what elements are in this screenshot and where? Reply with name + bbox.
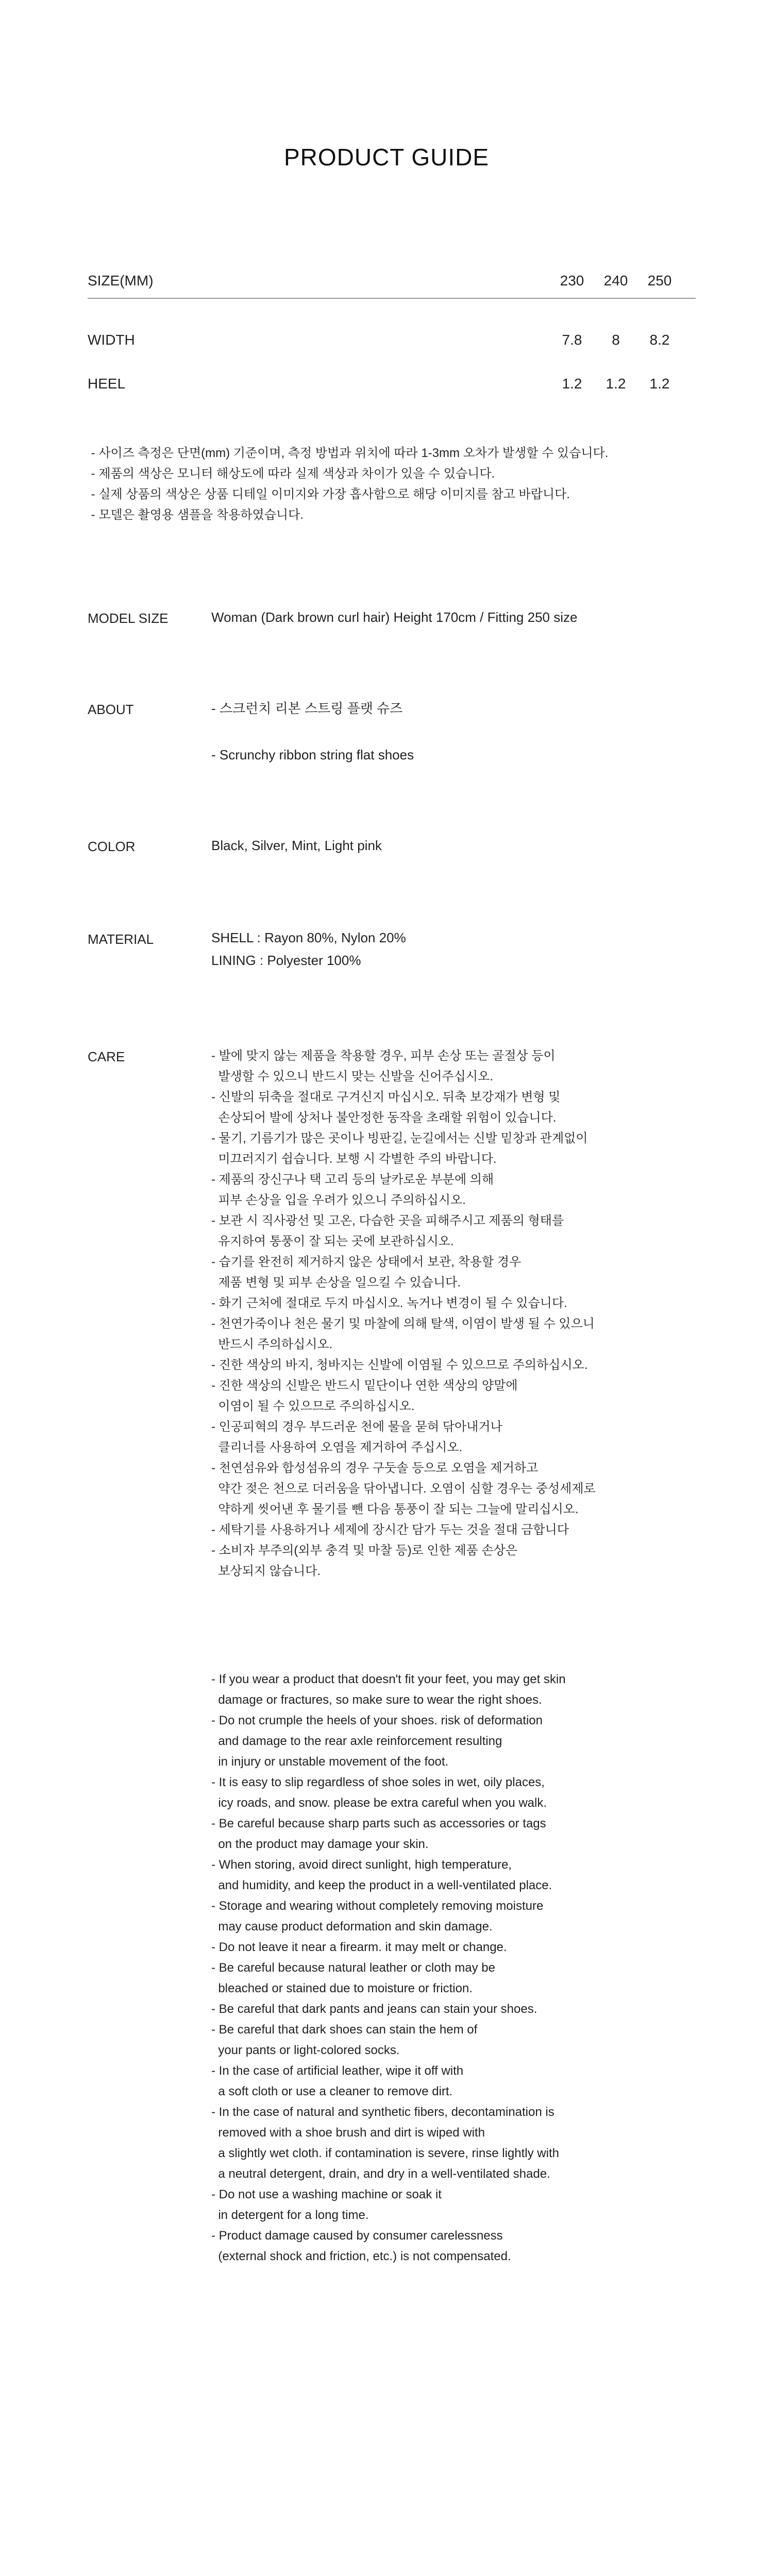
care-line: - Product damage caused by consumer carelessness	[211, 2229, 503, 2243]
care-line: - 천연가죽이나 천은 물기 및 마찰에 의해 탈색, 이염이 발생 될 수 있으니	[211, 1317, 595, 1331]
care-line: on the product may damage your skin.	[211, 1837, 429, 1851]
care-line: 이염이 될 수 있으므로 주의하십시오.	[211, 1399, 415, 1413]
cell-value: 8	[612, 332, 620, 348]
care-line: - Do not crumple the heels of your shoes. risk of deformation	[211, 1714, 543, 1727]
care-line: bleached or stained due to moisture or friction.	[211, 1981, 473, 1995]
care-line: and humidity, and keep the product in a well-ventilated place.	[211, 1878, 552, 1892]
color-label: COLOR	[88, 839, 136, 854]
care-line: - 인공피혁의 경우 부드러운 천에 물을 묻혀 닦아내거나	[211, 1420, 502, 1434]
row-label: WIDTH	[88, 332, 135, 348]
about-en: - Scrunchy ribbon string flat shoes	[211, 747, 414, 762]
size-notes	[88, 443, 696, 526]
care-line: 손상되어 발에 상처나 불안정한 동작을 초래할 위험이 있습니다.	[211, 1111, 557, 1125]
model-size-label: MODEL SIZE	[88, 611, 169, 626]
care-line: - 세탁기를 사용하거나 세제에 장시간 담가 두는 것을 절대 금합니다	[211, 1523, 569, 1537]
care-label: CARE	[88, 1049, 125, 1064]
care-line: - When storing, avoid direct sunlight, high temperature,	[211, 1858, 512, 1872]
note-line: - 실제 상품의 색상은 상품 디테일 이미지와 가장 흡사함으로 해당 이미지를 참고 바랍니다.	[88, 487, 570, 501]
care-line: - 화기 근처에 절대로 두지 마십시오. 녹거나 변경이 될 수 있습니다.	[211, 1296, 567, 1310]
care-line: 반드시 주의하십시오.	[211, 1337, 333, 1351]
note-line: - 제품의 색상은 모니터 해상도에 따라 실제 색상과 차이가 있을 수 있습니다.	[88, 467, 495, 481]
care-line: your pants or light-colored socks.	[211, 2043, 400, 2057]
care-line: 클리너를 사용하여 오염을 제거하여 주십시오.	[211, 1440, 463, 1454]
care-line: - 발에 맞지 않는 제품을 착용할 경우, 피부 손상 또는 골절상 등이	[211, 1049, 556, 1063]
size-row-heel	[88, 368, 696, 399]
material-value	[211, 926, 406, 972]
care-line: may cause product deformation and skin damage.	[211, 1920, 493, 1934]
care-en-list	[211, 1669, 675, 2267]
care-line: a slightly wet cloth. if contamination is severe, rinse lightly with	[211, 2146, 559, 2160]
care-line: icy roads, and snow. please be extra careful when you walk.	[211, 1796, 547, 1810]
care-kr-list	[211, 1046, 675, 1582]
row-label: HEEL	[88, 376, 126, 392]
material-lining: LINING : Polyester 100%	[211, 953, 361, 968]
size-row-width	[88, 325, 696, 355]
about-kr: - 스크런치 리본 스트링 플랫 슈즈	[211, 701, 403, 716]
size-header-230: 230	[560, 273, 584, 289]
care-line: 약간 젖은 천으로 더러움을 닦아냅니다. 오염이 심할 경우는 중성세제로	[211, 1482, 596, 1496]
about-label: ABOUT	[88, 702, 134, 717]
care-line: 제품 변형 및 피부 손상을 일으킬 수 있습니다.	[211, 1276, 461, 1290]
cell-value: 7.8	[562, 332, 582, 348]
size-header-250: 250	[647, 273, 672, 289]
material-shell: SHELL : Rayon 80%, Nylon 20%	[211, 930, 406, 945]
cell-value: 8.2	[649, 332, 670, 348]
size-header-label: SIZE(MM)	[88, 273, 154, 289]
size-header-240: 240	[603, 273, 628, 289]
care-line: in injury or unstable movement of the foot.	[211, 1755, 449, 1769]
material-label: MATERIAL	[88, 931, 154, 947]
note-line: - 모델은 촬영용 샘플을 착용하였습니다.	[88, 508, 304, 522]
cell-value: 1.2	[606, 376, 626, 392]
cell-value: 1.2	[562, 376, 582, 392]
care-line: - It is easy to slip regardless of shoe soles in wet, oily places,	[211, 1775, 545, 1789]
care-line: 보상되지 않습니다.	[211, 1564, 321, 1578]
care-line: - Be careful because sharp parts such as accessories or tags	[211, 1817, 546, 1831]
care-line: damage or fractures, so make sure to wear the right shoes.	[211, 1693, 542, 1707]
color-value: Black, Silver, Mint, Light pink	[211, 838, 382, 853]
care-line: a neutral detergent, drain, and dry in a well-ventilated shade.	[211, 2167, 550, 2181]
care-line: - 진한 색상의 바지, 청바지는 신발에 이염될 수 있으므로 주의하십시오.	[211, 1358, 588, 1372]
care-line: 발생할 수 있으니 반드시 맞는 신발을 신어주십시오.	[211, 1070, 493, 1083]
care-line: 미끄러지기 쉽습니다. 보행 시 각별한 주의 바랍니다.	[211, 1152, 497, 1166]
care-line: - Be careful that dark pants and jeans can stain your shoes.	[211, 2002, 537, 2016]
care-line: - 보관 시 직사광선 및 고온, 다습한 곳을 피해주시고 제품의 형태를	[211, 1214, 564, 1228]
care-line: 피부 손상을 입을 우려가 있으니 주의하십시오.	[211, 1193, 466, 1207]
care-line: - 물기, 기름기가 많은 곳이나 빙판길, 눈길에서는 신발 밑창과 관계없이	[211, 1131, 588, 1145]
care-line: - Be careful because natural leather or cloth may be	[211, 1961, 495, 1975]
cell-value: 1.2	[649, 376, 670, 392]
care-line: - 소비자 부주의(외부 충격 및 마찰 등)로 인한 제품 손상은	[211, 1544, 518, 1557]
page-title: PRODUCT GUIDE	[283, 144, 490, 171]
care-line: 약하게 씻어낸 후 물기를 뺀 다음 통풍이 잘 되는 그늘에 말리십시오.	[211, 1502, 579, 1516]
care-line: - Be careful that dark shoes can stain the hem of	[211, 2023, 478, 2037]
care-line: - If you wear a product that doesn't fit your feet, you may get skin	[211, 1672, 566, 1686]
model-size-value: Woman (Dark brown curl hair) Height 170cm / Fitting 250 size	[211, 609, 578, 625]
care-line: - Do not use a washing machine or soak it	[211, 2188, 442, 2201]
care-line: 유지하여 통풍이 잘 되는 곳에 보관하십시오.	[211, 1234, 454, 1248]
care-line: - Storage and wearing without completely removing moisture	[211, 1899, 544, 1913]
care-line: - In the case of artificial leather, wipe it off with	[211, 2064, 464, 2078]
care-line: and damage to the rear axle reinforcement resulting	[211, 1734, 502, 1748]
care-line: in detergent for a long time.	[211, 2208, 369, 2222]
about-value	[211, 697, 414, 767]
care-line: - 제품의 장신구나 택 고리 등의 날카로운 부분에 의해	[211, 1173, 494, 1187]
note-line: - 사이즈 측정은 단면(mm) 기준이며, 측정 방법과 위치에 따라 1-3mm 오차가 발생할 수 있습니다.	[88, 446, 609, 460]
size-table-header	[88, 265, 696, 296]
care-line: removed with a shoe brush and dirt is wiped with	[211, 2126, 485, 2140]
care-line: a soft cloth or use a cleaner to remove dirt.	[211, 2084, 453, 2098]
size-table-divider	[88, 298, 696, 299]
care-line: (external shock and friction, etc.) is not compensated.	[211, 2249, 511, 2263]
care-line: - In the case of natural and synthetic fibers, decontamination is	[211, 2105, 554, 2119]
care-line: - 신발의 뒤축을 절대로 구겨신지 마십시오. 뒤축 보강재가 변형 및	[211, 1090, 561, 1104]
care-line: - Do not leave it near a firearm. it may melt or change.	[211, 1940, 507, 1954]
care-line: - 습기를 완전히 제거하지 않은 상태에서 보관, 착용할 경우	[211, 1255, 522, 1269]
care-line: - 진한 색상의 신발은 반드시 밑단이나 연한 색상의 양말에	[211, 1379, 518, 1393]
care-line: - 천연섬유와 합성섬유의 경우 구둣솔 등으로 오염을 제거하고	[211, 1461, 539, 1475]
